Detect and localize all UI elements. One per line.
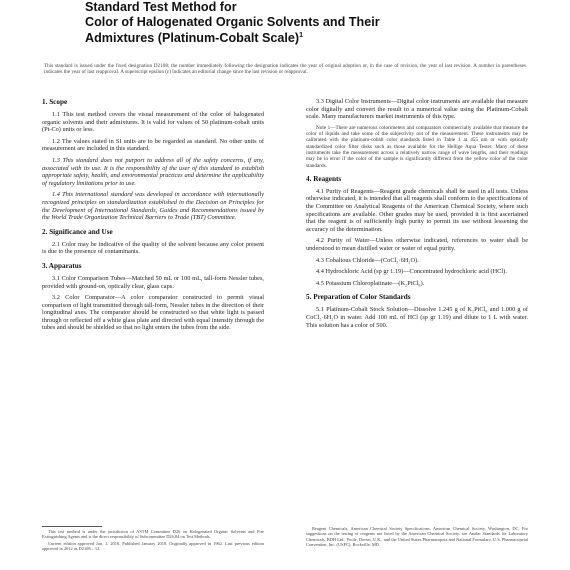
paragraph-1-3: 1.3 This standard does not purport to address all of the safety concerns, if any, associated with its use. It is the responsibility of the user of this standard to establish appropriate safety, health, and environmental practices and determine the applicability of regulatory limitations prior to use. bbox=[42, 156, 264, 187]
document-title bbox=[85, 0, 485, 46]
paragraph-3-2: 3.2 Color Comparator—A color comparator constructed to permit visual comparison of light transmitted through tall-form, Nessler tubes in the direction of their longitudinal axes. The comparator should be constructed so that white light is passed through or reflected off a white glass plate and directed with equal intensity through the tubes and should be shielded so that no light enters the tubes from the side. bbox=[42, 294, 264, 332]
section-heading-scope: 1. Scope bbox=[42, 98, 68, 106]
title-footnote-mark: 1 bbox=[299, 32, 304, 39]
footnote-2: Current edition approved Jan. 1, 2018. Published January 2018. Originally approved in 1962. Last previous edition approved in 2012 as D2108 – 12. bbox=[42, 540, 264, 552]
preamble-text: This standard is issued under the fixed designation D2108; the number immediately following the designation indicates the year of original adoption or, in the case of revision, the year of last revision. A number in parentheses indicates the year of last reapproval. A superscript epsilon (ε) indicates an editorial change since the last revision or reapproval. bbox=[44, 63, 526, 76]
footnote-3: Reagent Chemicals, American Chemical Society Specifications, American Chemical Society, Washington, DC. For suggestions on the testing of reagents not listed by the American Chemical Society, see Analar Standards for Laboratory Chemicals, BDH Ltd., Poole, Dorset, U.K., and the United States Pharmacopeia and National Formulary, U.S. Pharmacopeial Convention, Inc. (USPC), Rockville, MD. bbox=[306, 526, 528, 548]
title-line-1: Standard Test Method for bbox=[85, 0, 237, 14]
paragraph-5-1: 5.1 Platinum-Cobalt Stock Solution—Dissolve 1.245 g of K₂PtCl₆ and 1.000 g of CoCl₂·6H₂O in water. Add 100 mL of HCl (sp gr 1.19) and dilute to 1 L with water. This solution has a color of 500. bbox=[306, 306, 528, 329]
section-heading-reagents: 4. Reagents bbox=[306, 174, 342, 183]
paragraph-1-4: 1.4 This international standard was developed in accordance with internationally recognized principles on standardization established in the Decision on Principles for the Development of International Standards, Guides and Recommendations issued by the World Trade Organization Technical Barriers to Trade (TBT) Committee. bbox=[42, 191, 264, 222]
paragraph-4-2: 4.2 Purity of Water—Unless otherwise indicated, references to water shall be understood to mean distilled water or water of equal purity. bbox=[306, 237, 528, 253]
paragraph-1-2: 1.2 The values stated in SI units are to be regarded as standard. No other units of measurement are included in this standard. bbox=[42, 137, 264, 153]
note-1: Note 1—There are numerous colorimeters and comparators commercially available that measure the color of liquids and take some of the subjectivity out of the measurement. These instruments may be calibrated with the platinum-cobalt color standards listed in Table 1 at 455 nm or with optically standardized color filter disks such as those available for the Hellige Aqua Tester. Many of these instruments take the measurement across a relatively narrow range of wave lengths, and their readings may be in error if the color of the sample is significantly different from the yellow color of the color standards. bbox=[306, 124, 528, 169]
paragraph-4-3: 4.3 Cobaltous Chloride—(CoCl₂·6H₂O). bbox=[316, 256, 419, 264]
footnotes-left bbox=[42, 526, 264, 553]
paragraph-3-3: 3.3 Digital Color Instruments—Digital color instruments are available that measure color digitally and convert the result to a numerical value using the Platinum-Cobalt scale. Many manufacturers market instruments of this type. bbox=[306, 98, 528, 121]
footnotes-right bbox=[306, 526, 528, 549]
title-line-2: Color of Halogenated Organic Solvents and Their bbox=[85, 14, 380, 29]
paragraph-3-1: 3.1 Color Comparison Tubes—Matched 50 mL or 100 mL, tall-form Nessler tubes, provided with ground-on, optically clear, glass caps. bbox=[42, 274, 264, 290]
title-line-3: Admixtures (Platinum-Cobalt Scale)$^1$ bbox=[85, 31, 304, 46]
left-column bbox=[42, 98, 264, 336]
footnote-rule bbox=[42, 526, 102, 527]
paragraph-4-1: 4.1 Purity of Reagents—Reagent grade chemicals shall be used in all tests. Unless otherwise indicated, it is intended that all reagents shall conform to the specifications of the Committee on Analytical Reagents of the American Chemical Society, where such specifications are available. Other grades may be used, provided it is first ascertained that the reagent is of sufficiently high purity to permit its use without lessening the accuracy of the determination. bbox=[306, 187, 528, 233]
paragraph-4-4: 4.4 Hydrochloric Acid (sp gr 1.19)—Concentrated hydrochloric acid (HCl). bbox=[316, 268, 507, 276]
footnote-1: This test method is under the jurisdiction of ASTM Committee D26 on Halogenated Organic Solvents and Fire Extinguishing Agents and is the direct responsibility of Subcommittee D26.04 on Test Methods. bbox=[42, 529, 264, 540]
section-heading-apparatus: 3. Apparatus bbox=[42, 261, 82, 270]
section-heading-color-standards: 5. Preparation of Color Standards bbox=[306, 293, 411, 302]
right-column bbox=[306, 98, 528, 333]
paragraph-1-1: 1.1 This test method covers the visual measurement of the color of halogenated organic solvents and their admixtures. It is valid for values of 50 platinum-cobalt units (Pt-Co) units or less. bbox=[42, 111, 264, 134]
paragraph-4-5: 4.5 Potassium Chloroplatinate—(K₂PtCl₆). bbox=[316, 279, 425, 287]
paragraph-2-1: 2.1 Color may be indicative of the quality of the solvent because any color present is due to the presence of contaminants. bbox=[42, 240, 264, 256]
section-heading-significance: 2. Significance and Use bbox=[42, 227, 113, 236]
